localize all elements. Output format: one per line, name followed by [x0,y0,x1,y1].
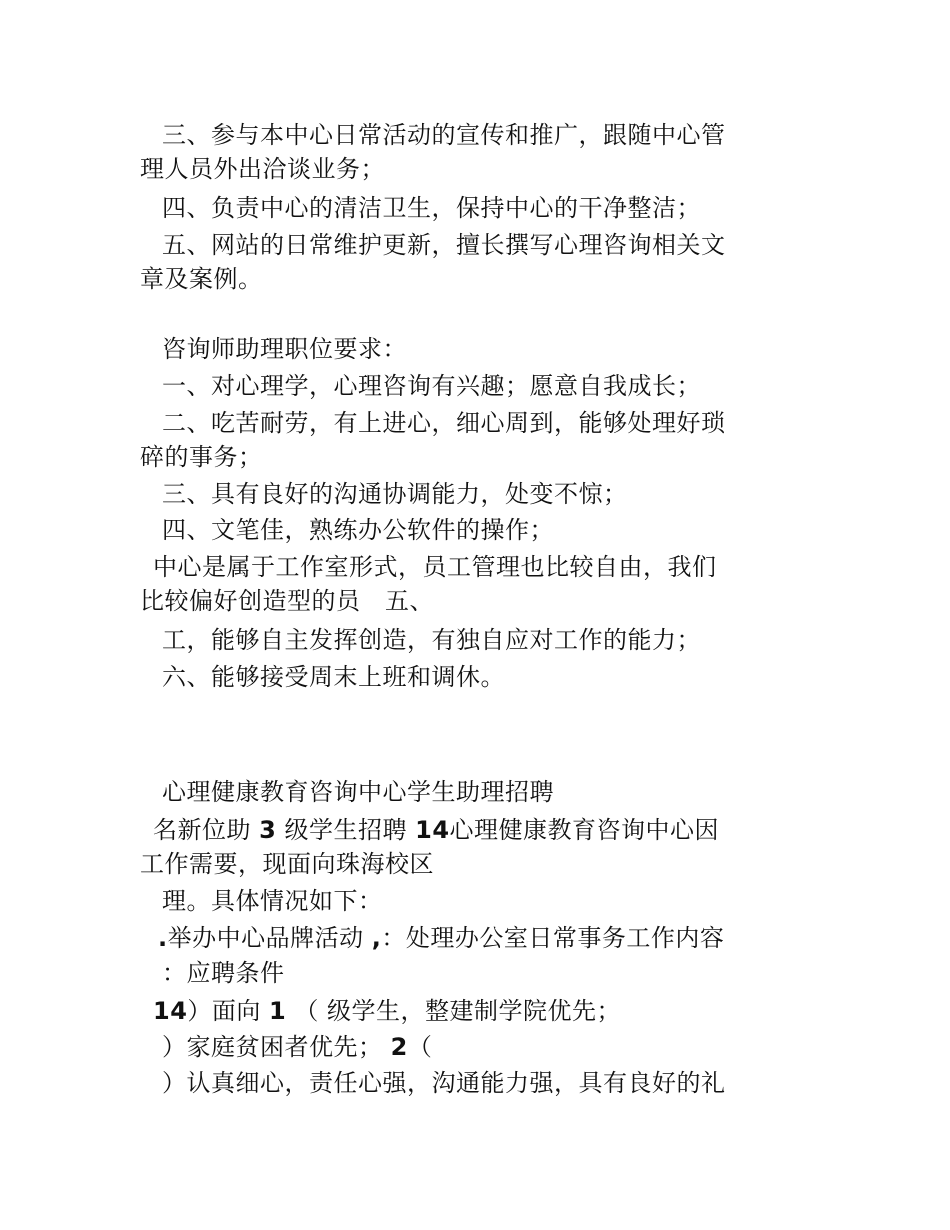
text-run: 级学生招聘 [284,816,407,844]
paragraph-line: 理人员外出洽谈业务； [140,155,385,183]
paragraph-line: 五、网站的日常维护更新，擅长撰写心理咨询相关文 [162,231,726,259]
paragraph-line [162,1030,802,1064]
text-run: ）面向 [187,997,261,1025]
text-run: 名新位助 [153,816,251,844]
paragraph-line: 四、负责中心的清洁卫生，保持中心的干净整洁； [162,194,701,222]
section-heading: 心理健康教育咨询中心学生助理招聘 [162,778,554,806]
paragraph-line: 中心是属于工作室形式，员工管理也比较自由，我们 [153,553,717,581]
text-run: 14 [415,816,450,844]
paragraph-line: ）认真细心，责任心强，沟通能力强，具有良好的礼 [162,1069,726,1097]
text-run: ）家庭贫困者优先； [162,1033,383,1061]
paragraph-line [153,994,793,1028]
text-run: 1 [269,997,287,1025]
paragraph-line: 工作需要，现面向珠海校区 [140,850,434,878]
paragraph-line: 理。具体情况如下： [162,887,383,915]
paragraph-line: 一、对心理学，心理咨询有兴趣；愿意自我成长； [162,372,701,400]
paragraph-line: 碎的事务； [140,443,263,471]
text-run: 14 [153,997,188,1025]
text-run: . [158,924,168,952]
text-run: 心理健康教育咨询中心因 [449,816,720,844]
paragraph-line: 三、具有良好的沟通协调能力，处变不惊； [162,480,628,508]
paragraph-line: ：应聘条件 [162,959,285,987]
text-run: （ 级学生，整建制学院优先； [294,997,622,1025]
paragraph-line: 章及案例。 [140,265,263,293]
paragraph-line: 二、吃苦耐劳，有上进心，细心周到，能够处理好琐 [162,409,726,437]
text-run: 3 [259,816,277,844]
text-run: 2 [390,1033,408,1061]
text-run: ：处理办公室日常事务工作内容 [381,924,725,952]
paragraph-line [153,813,793,847]
paragraph-line [158,921,798,955]
text-run: （ [407,1033,433,1061]
text-run: , [371,924,382,952]
paragraph-line: 比较偏好创造型的员 五、 [140,587,434,615]
section-heading: 咨询师助理职位要求： [162,335,407,363]
paragraph-line: 六、能够接受周末上班和调休。 [162,663,505,691]
paragraph-line: 三、参与本中心日常活动的宣传和推广，跟随中心管 [162,121,726,149]
text-run: 举办中心品牌活动 [167,924,364,952]
paragraph-line: 四、文笔佳，熟练办公软件的操作； [162,516,554,544]
paragraph-line: 工，能够自主发挥创造，有独自应对工作的能力； [162,626,701,654]
